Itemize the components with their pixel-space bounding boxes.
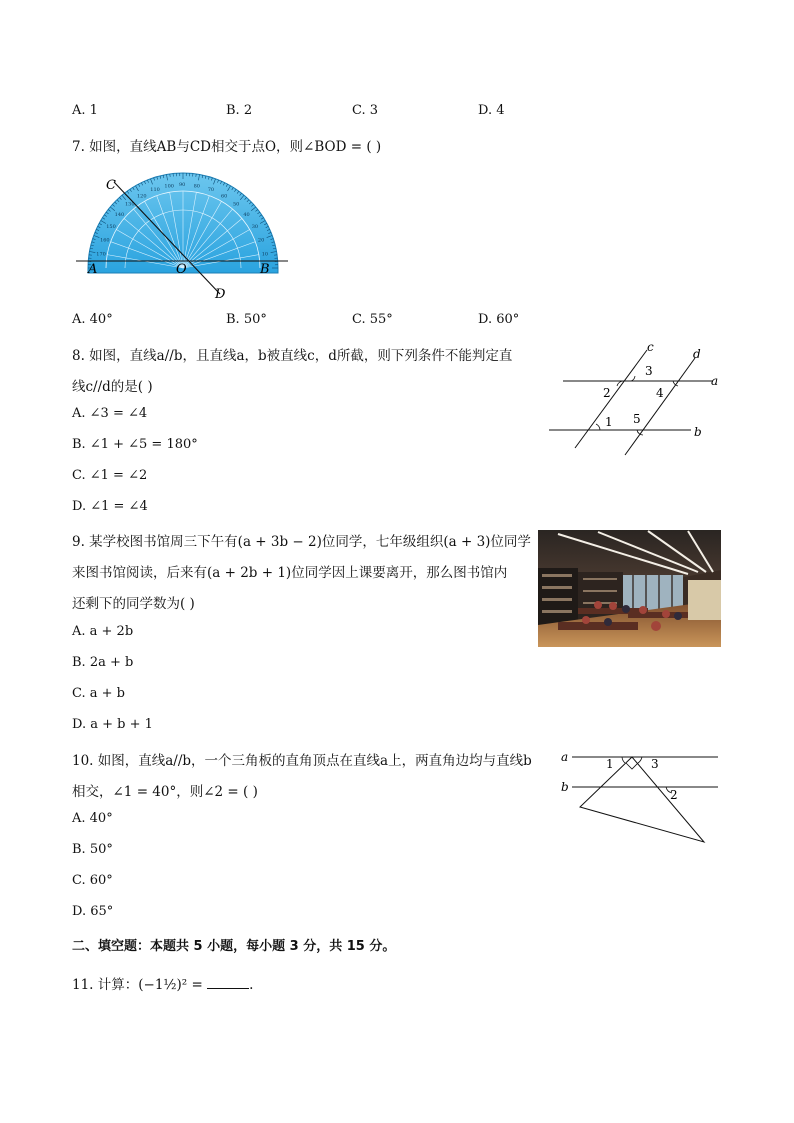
q11-answer-blank[interactable] <box>207 976 249 989</box>
protractor-tick-label: 20 <box>257 237 265 244</box>
q11-expression: (−1½)² = <box>138 977 203 993</box>
q6-option-a: A. 1 <box>72 103 98 118</box>
q7-option-a: A. 40° <box>72 312 113 327</box>
q10-option-c: C. 60° <box>72 873 113 888</box>
angle-3: 3 <box>651 757 659 771</box>
label-d: D <box>215 287 226 302</box>
q8-stem-line1: 8. 如图，直线a//b，且直线a，b被直线c，d所截，则下列条件不能判定直 <box>72 348 513 364</box>
label-b: B <box>260 262 270 277</box>
angle-1: 1 <box>605 415 613 429</box>
q10-option-d: D. 65° <box>72 904 114 919</box>
protractor-tick-label: 80 <box>193 183 200 190</box>
angle-2: 2 <box>603 386 611 400</box>
q9-stem-line1: 9. 某学校图书馆周三下午有(a + 3b − 2)位同学，七年级组织(a + 3)位同学 <box>72 534 531 550</box>
protractor-tick-label: 120 <box>137 193 147 200</box>
protractor-tick-label: 50 <box>232 201 240 208</box>
label-a: A <box>88 262 98 277</box>
protractor-tick-label: 140 <box>114 212 125 219</box>
label-b: b <box>694 425 702 439</box>
label-b: b <box>561 780 569 794</box>
line-d <box>625 358 695 455</box>
q7-stem: 7. 如图，直线AB与CD相交于点O，则∠BOD = ( ) <box>72 139 382 155</box>
protractor-tick-label: 100 <box>164 183 174 190</box>
protractor-tick-label: 40 <box>243 212 250 219</box>
label-d: d <box>693 347 701 361</box>
line-c <box>575 350 647 448</box>
q8-stem-line2: 线c//d的是( ) <box>72 379 153 395</box>
q9-option-b: B. 2a + b <box>72 655 134 670</box>
q11-prefix: 11. 计算： <box>72 977 139 993</box>
q7-option-c: C. 55° <box>352 312 393 327</box>
protractor-tick-label: 150 <box>106 224 116 230</box>
section-heading: 二、填空题：本题共 5 小题，每小题 3 分，共 15 分。 <box>72 939 396 954</box>
protractor-tick-label: 130 <box>125 201 135 208</box>
q10-stem-line2: 相交，∠1 = 40°，则∠2 = ( ) <box>72 784 258 800</box>
q8-option-c: C. ∠1 = ∠2 <box>72 468 148 483</box>
library-photo <box>538 530 721 647</box>
q7-protractor-figure <box>70 160 295 305</box>
label-c: c <box>647 340 654 354</box>
angle-5: 5 <box>633 412 641 426</box>
q8-option-b: B. ∠1 + ∠5 = 180° <box>72 437 198 452</box>
protractor-tick-label: 30 <box>251 224 259 230</box>
q8-option-d: D. ∠1 = ∠4 <box>72 499 148 514</box>
q6-option-d: D. 4 <box>478 103 505 118</box>
label-a: a <box>561 750 569 764</box>
q6-option-b: B. 2 <box>226 103 253 118</box>
q9-option-c: C. a + b <box>72 686 125 701</box>
q10-stem-line1: 10. 如图，直线a//b，一个三角板的直角顶点在直线a上，两直角边均与直线b <box>72 753 532 769</box>
angle-2: 2 <box>670 788 678 802</box>
q10-option-b: B. 50° <box>72 842 113 857</box>
label-a: a <box>711 374 719 388</box>
q7-option-d: D. 60° <box>478 312 520 327</box>
q10-triangle-figure <box>558 745 723 850</box>
q11-suffix: . <box>249 977 254 993</box>
q8-parallel-lines-figure <box>545 340 725 460</box>
q7-option-b: B. 50° <box>226 312 267 327</box>
q9-option-d: D. a + b + 1 <box>72 717 153 732</box>
angle-3: 3 <box>645 364 653 378</box>
protractor-tick-label: 170 <box>96 251 106 258</box>
angle-4: 4 <box>656 386 664 400</box>
q6-option-c: C. 3 <box>352 103 379 118</box>
protractor-tick-label: 160 <box>100 237 110 244</box>
protractor-tick-label: 110 <box>150 187 160 194</box>
protractor-tick-label: 70 <box>207 187 215 194</box>
q9-option-a: A. a + 2b <box>72 624 134 639</box>
label-c: C <box>106 178 116 193</box>
protractor-tick-label: 60 <box>221 193 228 200</box>
protractor-tick-label: 10 <box>261 251 269 258</box>
triangle <box>580 757 704 842</box>
q9-stem-line2: 来图书馆阅读，后来有(a + 2b + 1)位同学因上课要离开，那么图书馆内 <box>72 565 508 581</box>
q11-question <box>72 973 253 993</box>
q9-stem-line3: 还剩下的同学数为( ) <box>72 596 195 612</box>
label-o: O <box>176 262 187 277</box>
q8-option-a: A. ∠3 = ∠4 <box>72 406 148 421</box>
q10-option-a: A. 40° <box>72 811 113 826</box>
angle-1: 1 <box>606 757 614 771</box>
protractor-tick-label: 90 <box>179 182 186 188</box>
